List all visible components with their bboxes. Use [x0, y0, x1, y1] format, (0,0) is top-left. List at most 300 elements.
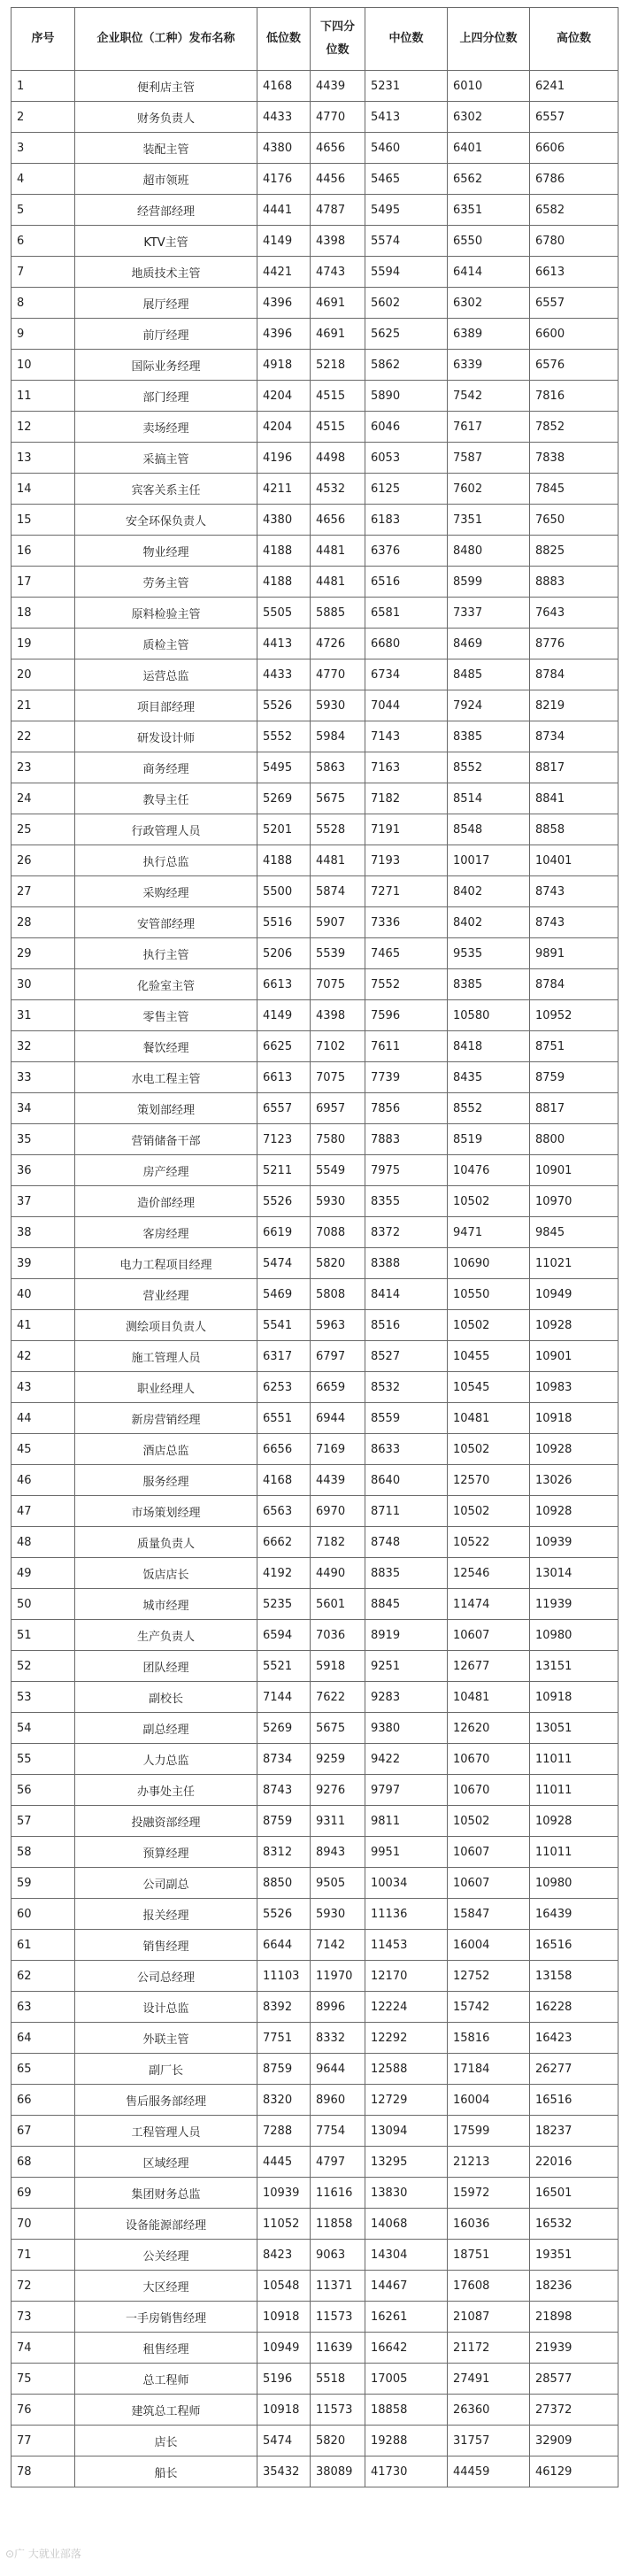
- cell-p75: 7617: [448, 412, 530, 443]
- cell-p75: 8519: [448, 1124, 530, 1155]
- cell-p75: 10670: [448, 1775, 530, 1806]
- cell-p25: 5907: [311, 907, 365, 938]
- cell-p25: 11970: [311, 1961, 365, 1992]
- cell-p90: 6557: [530, 288, 618, 319]
- cell-title: 办事处主任: [75, 1775, 257, 1806]
- cell-p75: 15742: [448, 1992, 530, 2023]
- table-row: [12, 1310, 618, 1341]
- cell-p50: 14068: [365, 2209, 448, 2240]
- cell-p10: 5500: [257, 876, 311, 907]
- cell-title: 水电工程主管: [75, 1062, 257, 1093]
- table-row: [12, 257, 618, 288]
- cell-p25: 11616: [311, 2178, 365, 2209]
- cell-p10: 4149: [257, 226, 311, 257]
- cell-p10: 4433: [257, 102, 311, 133]
- cell-p75: 6401: [448, 133, 530, 164]
- cell-index: 12: [12, 412, 75, 443]
- cell-index: 11: [12, 381, 75, 412]
- cell-p10: 4413: [257, 629, 311, 659]
- cell-title: 副总经理: [75, 1713, 257, 1744]
- cell-p90: 16228: [530, 1992, 618, 2023]
- cell-p10: 4204: [257, 381, 311, 412]
- cell-p90: 11011: [530, 1837, 618, 1868]
- cell-index: 42: [12, 1341, 75, 1372]
- cell-p50: 14467: [365, 2271, 448, 2302]
- cell-p25: 11858: [311, 2209, 365, 2240]
- cell-p90: 13014: [530, 1558, 618, 1589]
- cell-title: 造价部经理: [75, 1186, 257, 1217]
- cell-p50: 9283: [365, 1682, 448, 1713]
- cell-title: 公司副总: [75, 1868, 257, 1899]
- cell-p90: 8219: [530, 690, 618, 721]
- cell-title: 经营部经理: [75, 195, 257, 226]
- cell-p90: 8883: [530, 567, 618, 598]
- cell-p75: 10607: [448, 1868, 530, 1899]
- cell-title: 公关经理: [75, 2240, 257, 2271]
- cell-p90: 11939: [530, 1589, 618, 1620]
- cell-p90: 10952: [530, 1000, 618, 1031]
- table-row: [12, 2333, 618, 2364]
- cell-title: 设计总监: [75, 1992, 257, 2023]
- cell-p10: 5196: [257, 2364, 311, 2395]
- cell-p25: 4498: [311, 443, 365, 474]
- cell-p25: 5820: [311, 2426, 365, 2456]
- cell-p25: 5820: [311, 1248, 365, 1279]
- cell-p50: 12729: [365, 2085, 448, 2116]
- cell-p90: 8734: [530, 721, 618, 752]
- cell-p25: 5874: [311, 876, 365, 907]
- cell-title: 公司总经理: [75, 1961, 257, 1992]
- cell-p25: 4797: [311, 2147, 365, 2178]
- cell-p75: 10607: [448, 1837, 530, 1868]
- cell-p50: 8372: [365, 1217, 448, 1248]
- cell-p75: 8402: [448, 876, 530, 907]
- cell-index: 20: [12, 659, 75, 690]
- cell-p90: 8743: [530, 907, 618, 938]
- cell-p75: 8485: [448, 659, 530, 690]
- cell-p10: 5469: [257, 1279, 311, 1310]
- cell-title: 教导主任: [75, 783, 257, 814]
- cell-p10: 5206: [257, 938, 311, 969]
- table-row: [12, 2054, 618, 2085]
- cell-p90: 13026: [530, 1465, 618, 1496]
- cell-title: 项目部经理: [75, 690, 257, 721]
- table-row: [12, 2426, 618, 2456]
- cell-p10: 7751: [257, 2023, 311, 2054]
- cell-p10: 10918: [257, 2395, 311, 2426]
- cell-p75: 6351: [448, 195, 530, 226]
- cell-p75: 12620: [448, 1713, 530, 1744]
- cell-p25: 4691: [311, 288, 365, 319]
- cell-index: 47: [12, 1496, 75, 1527]
- cell-index: 71: [12, 2240, 75, 2271]
- table-row: [12, 1806, 618, 1837]
- cell-p50: 11453: [365, 1930, 448, 1961]
- table-row: [12, 2364, 618, 2395]
- cell-index: 64: [12, 2023, 75, 2054]
- cell-title: 测绘项目负责人: [75, 1310, 257, 1341]
- cell-p25: 4481: [311, 845, 365, 876]
- cell-p75: 10502: [448, 1806, 530, 1837]
- cell-p25: 6970: [311, 1496, 365, 1527]
- cell-p90: 6780: [530, 226, 618, 257]
- cell-p50: 19288: [365, 2426, 448, 2456]
- cell-p75: 16036: [448, 2209, 530, 2240]
- cell-p50: 6046: [365, 412, 448, 443]
- cell-p75: 8385: [448, 721, 530, 752]
- cell-p50: 6053: [365, 443, 448, 474]
- cell-p25: 4656: [311, 133, 365, 164]
- cell-p50: 7883: [365, 1124, 448, 1155]
- table-row: [12, 1527, 618, 1558]
- cell-p25: 7142: [311, 1930, 365, 1961]
- cell-p90: 6606: [530, 133, 618, 164]
- cell-p50: 16642: [365, 2333, 448, 2364]
- table-row: [12, 505, 618, 536]
- cell-p10: 4396: [257, 288, 311, 319]
- cell-index: 61: [12, 1930, 75, 1961]
- cell-title: 运营总监: [75, 659, 257, 690]
- table-row: [12, 598, 618, 629]
- cell-p50: 7975: [365, 1155, 448, 1186]
- cell-p75: 7542: [448, 381, 530, 412]
- cell-p75: 12752: [448, 1961, 530, 1992]
- cell-p75: 10481: [448, 1682, 530, 1713]
- cell-p50: 7336: [365, 907, 448, 938]
- cell-title: 营业经理: [75, 1279, 257, 1310]
- table-row: [12, 1155, 618, 1186]
- cell-p50: 7465: [365, 938, 448, 969]
- cell-p10: 10548: [257, 2271, 311, 2302]
- cell-p50: 12588: [365, 2054, 448, 2085]
- table-row: [12, 1837, 618, 1868]
- cell-index: 63: [12, 1992, 75, 2023]
- cell-p90: 10928: [530, 1310, 618, 1341]
- cell-p50: 5890: [365, 381, 448, 412]
- cell-p75: 6339: [448, 350, 530, 381]
- cell-p50: 12292: [365, 2023, 448, 2054]
- cell-p10: 5474: [257, 2426, 311, 2456]
- cell-p10: 35432: [257, 2456, 311, 2487]
- cell-p75: 10690: [448, 1248, 530, 1279]
- cell-p75: 21213: [448, 2147, 530, 2178]
- cell-p50: 8633: [365, 1434, 448, 1465]
- cell-p90: 16516: [530, 1930, 618, 1961]
- cell-title: 团队经理: [75, 1651, 257, 1682]
- cell-p50: 8388: [365, 1248, 448, 1279]
- table-row: [12, 1868, 618, 1899]
- cell-index: 10: [12, 350, 75, 381]
- cell-index: 32: [12, 1031, 75, 1062]
- cell-p10: 5269: [257, 1713, 311, 1744]
- cell-title: 副校长: [75, 1682, 257, 1713]
- cell-p90: 9891: [530, 938, 618, 969]
- cell-p75: 8552: [448, 752, 530, 783]
- cell-title: 投融资部经理: [75, 1806, 257, 1837]
- cell-p90: 10901: [530, 1341, 618, 1372]
- header-p90: 高位数: [530, 8, 618, 71]
- cell-p10: 6613: [257, 1062, 311, 1093]
- cell-index: 19: [12, 629, 75, 659]
- cell-title: 化验室主管: [75, 969, 257, 1000]
- cell-p50: 7044: [365, 690, 448, 721]
- cell-p90: 10928: [530, 1496, 618, 1527]
- cell-p90: 8776: [530, 629, 618, 659]
- cell-p25: 8960: [311, 2085, 365, 2116]
- cell-p50: 8559: [365, 1403, 448, 1434]
- cell-p50: 12170: [365, 1961, 448, 1992]
- header-p50: 中位数: [365, 8, 448, 71]
- cell-index: 48: [12, 1527, 75, 1558]
- cell-p10: 5201: [257, 814, 311, 845]
- cell-p10: 10918: [257, 2302, 311, 2333]
- cell-p10: 6625: [257, 1031, 311, 1062]
- cell-p10: 7144: [257, 1682, 311, 1713]
- cell-p75: 8435: [448, 1062, 530, 1093]
- cell-p25: 4439: [311, 71, 365, 102]
- table-row: [12, 1589, 618, 1620]
- cell-index: 15: [12, 505, 75, 536]
- table-row: [12, 443, 618, 474]
- cell-p50: 7271: [365, 876, 448, 907]
- cell-index: 31: [12, 1000, 75, 1031]
- table-row: [12, 1372, 618, 1403]
- cell-p90: 27372: [530, 2395, 618, 2426]
- table-row: [12, 381, 618, 412]
- cell-p50: 7739: [365, 1062, 448, 1093]
- cell-index: 7: [12, 257, 75, 288]
- cell-title: 零售主管: [75, 1000, 257, 1031]
- cell-title: 新房营销经理: [75, 1403, 257, 1434]
- cell-title: 原料检验主管: [75, 598, 257, 629]
- cell-p90: 8825: [530, 536, 618, 567]
- cell-index: 56: [12, 1775, 75, 1806]
- cell-index: 62: [12, 1961, 75, 1992]
- cell-p90: 6557: [530, 102, 618, 133]
- cell-title: 总工程师: [75, 2364, 257, 2395]
- cell-title: 执行总监: [75, 845, 257, 876]
- cell-p75: 16004: [448, 2085, 530, 2116]
- cell-p10: 5521: [257, 1651, 311, 1682]
- cell-title: 展厅经理: [75, 288, 257, 319]
- table-row: [12, 2395, 618, 2426]
- cell-p90: 16423: [530, 2023, 618, 2054]
- table-row: [12, 1899, 618, 1930]
- cell-p90: 13051: [530, 1713, 618, 1744]
- cell-p10: 8423: [257, 2240, 311, 2271]
- cell-p10: 5474: [257, 1248, 311, 1279]
- cell-p50: 7596: [365, 1000, 448, 1031]
- table-row: [12, 876, 618, 907]
- cell-p75: 8385: [448, 969, 530, 1000]
- cell-title: 安全环保负责人: [75, 505, 257, 536]
- table-row: [12, 102, 618, 133]
- cell-p90: 16532: [530, 2209, 618, 2240]
- table-row: [12, 1124, 618, 1155]
- cell-p75: 15847: [448, 1899, 530, 1930]
- cell-index: 23: [12, 752, 75, 783]
- cell-title: 质检主管: [75, 629, 257, 659]
- table-row: [12, 133, 618, 164]
- cell-p10: 5516: [257, 907, 311, 938]
- cell-p10: 4168: [257, 1465, 311, 1496]
- cell-p90: 28577: [530, 2364, 618, 2395]
- cell-p75: 17608: [448, 2271, 530, 2302]
- cell-p10: 5269: [257, 783, 311, 814]
- cell-title: 执行主管: [75, 938, 257, 969]
- cell-p25: 9063: [311, 2240, 365, 2271]
- cell-p25: 9276: [311, 1775, 365, 1806]
- cell-p50: 6125: [365, 474, 448, 505]
- cell-p25: 9259: [311, 1744, 365, 1775]
- cell-p90: 46129: [530, 2456, 618, 2487]
- cell-p90: 10983: [530, 1372, 618, 1403]
- cell-p50: 8711: [365, 1496, 448, 1527]
- cell-title: 酒店总监: [75, 1434, 257, 1465]
- cell-p50: 5495: [365, 195, 448, 226]
- cell-index: 60: [12, 1899, 75, 1930]
- cell-p75: 6010: [448, 71, 530, 102]
- cell-index: 29: [12, 938, 75, 969]
- table-row: [12, 1620, 618, 1651]
- cell-index: 25: [12, 814, 75, 845]
- header-title: 企业职位（工种）发布名称: [75, 8, 257, 71]
- cell-p25: 8943: [311, 1837, 365, 1868]
- cell-p90: 6582: [530, 195, 618, 226]
- cell-p75: 17184: [448, 2054, 530, 2085]
- cell-p90: 11011: [530, 1744, 618, 1775]
- cell-p25: 4398: [311, 226, 365, 257]
- cell-p90: 6576: [530, 350, 618, 381]
- cell-p50: 8355: [365, 1186, 448, 1217]
- cell-p25: 5863: [311, 752, 365, 783]
- cell-p10: 5526: [257, 1186, 311, 1217]
- cell-p50: 9951: [365, 1837, 448, 1868]
- cell-p25: 7622: [311, 1682, 365, 1713]
- cell-p10: 4168: [257, 71, 311, 102]
- cell-p50: 7182: [365, 783, 448, 814]
- table-row: [12, 164, 618, 195]
- table-row: [12, 195, 618, 226]
- table-row: [12, 1403, 618, 1434]
- cell-p75: 6389: [448, 319, 530, 350]
- cell-p25: 5984: [311, 721, 365, 752]
- header-p25: 下四分位数: [311, 8, 365, 71]
- cell-p75: 8418: [448, 1031, 530, 1062]
- table-row: [12, 752, 618, 783]
- cell-index: 69: [12, 2178, 75, 2209]
- table-row: [12, 350, 618, 381]
- cell-index: 38: [12, 1217, 75, 1248]
- cell-index: 26: [12, 845, 75, 876]
- cell-p25: 6659: [311, 1372, 365, 1403]
- cell-p75: 10607: [448, 1620, 530, 1651]
- cell-p25: 11371: [311, 2271, 365, 2302]
- cell-p10: 5541: [257, 1310, 311, 1341]
- cell-p90: 10401: [530, 845, 618, 876]
- cell-p50: 12224: [365, 1992, 448, 2023]
- cell-title: 采购经理: [75, 876, 257, 907]
- cell-p75: 10580: [448, 1000, 530, 1031]
- cell-p90: 10928: [530, 1434, 618, 1465]
- table-row: [12, 1558, 618, 1589]
- table-row: [12, 629, 618, 659]
- cell-p90: 10939: [530, 1527, 618, 1558]
- cell-p75: 10502: [448, 1310, 530, 1341]
- cell-p10: 4421: [257, 257, 311, 288]
- cell-index: 58: [12, 1837, 75, 1868]
- cell-p25: 7182: [311, 1527, 365, 1558]
- cell-index: 35: [12, 1124, 75, 1155]
- table-row: [12, 2116, 618, 2147]
- table-row: [12, 1434, 618, 1465]
- cell-p25: 7580: [311, 1124, 365, 1155]
- cell-p90: 6241: [530, 71, 618, 102]
- cell-p90: 8743: [530, 876, 618, 907]
- cell-p50: 17005: [365, 2364, 448, 2395]
- cell-p10: 10949: [257, 2333, 311, 2364]
- cell-p90: 10928: [530, 1806, 618, 1837]
- cell-p90: 10980: [530, 1868, 618, 1899]
- cell-p75: 7602: [448, 474, 530, 505]
- cell-p25: 4398: [311, 1000, 365, 1031]
- cell-p25: 4481: [311, 567, 365, 598]
- table-row: [12, 1093, 618, 1124]
- cell-index: 22: [12, 721, 75, 752]
- table-row: [12, 690, 618, 721]
- cell-index: 54: [12, 1713, 75, 1744]
- cell-p90: 10949: [530, 1279, 618, 1310]
- cell-p90: 8817: [530, 1093, 618, 1124]
- cell-index: 40: [12, 1279, 75, 1310]
- cell-index: 74: [12, 2333, 75, 2364]
- table-row: [12, 2456, 618, 2487]
- cell-p90: 26277: [530, 2054, 618, 2085]
- cell-index: 18: [12, 598, 75, 629]
- cell-title: 安管部经理: [75, 907, 257, 938]
- cell-p10: 4149: [257, 1000, 311, 1031]
- table-row: [12, 938, 618, 969]
- table-row: [12, 1775, 618, 1806]
- cell-p25: 5963: [311, 1310, 365, 1341]
- cell-index: 17: [12, 567, 75, 598]
- cell-p10: 4396: [257, 319, 311, 350]
- cell-p10: 4380: [257, 133, 311, 164]
- cell-title: 销售经理: [75, 1930, 257, 1961]
- table-row: [12, 1465, 618, 1496]
- cell-p75: 44459: [448, 2456, 530, 2487]
- table-row: [12, 1341, 618, 1372]
- header-p75: 上四分位数: [448, 8, 530, 71]
- cell-p25: 5930: [311, 1899, 365, 1930]
- cell-title: 客房经理: [75, 1217, 257, 1248]
- cell-p10: 5505: [257, 598, 311, 629]
- cell-p25: 5930: [311, 1186, 365, 1217]
- cell-title: 职业经理人: [75, 1372, 257, 1403]
- cell-p10: 6662: [257, 1527, 311, 1558]
- cell-p25: 7169: [311, 1434, 365, 1465]
- cell-index: 14: [12, 474, 75, 505]
- cell-p90: 13151: [530, 1651, 618, 1682]
- cell-p50: 8835: [365, 1558, 448, 1589]
- cell-index: 21: [12, 690, 75, 721]
- cell-p25: 9505: [311, 1868, 365, 1899]
- cell-p50: 5862: [365, 350, 448, 381]
- cell-p10: 10939: [257, 2178, 311, 2209]
- cell-title: 研发设计师: [75, 721, 257, 752]
- cell-title: 电力工程项目经理: [75, 1248, 257, 1279]
- table-row: [12, 1744, 618, 1775]
